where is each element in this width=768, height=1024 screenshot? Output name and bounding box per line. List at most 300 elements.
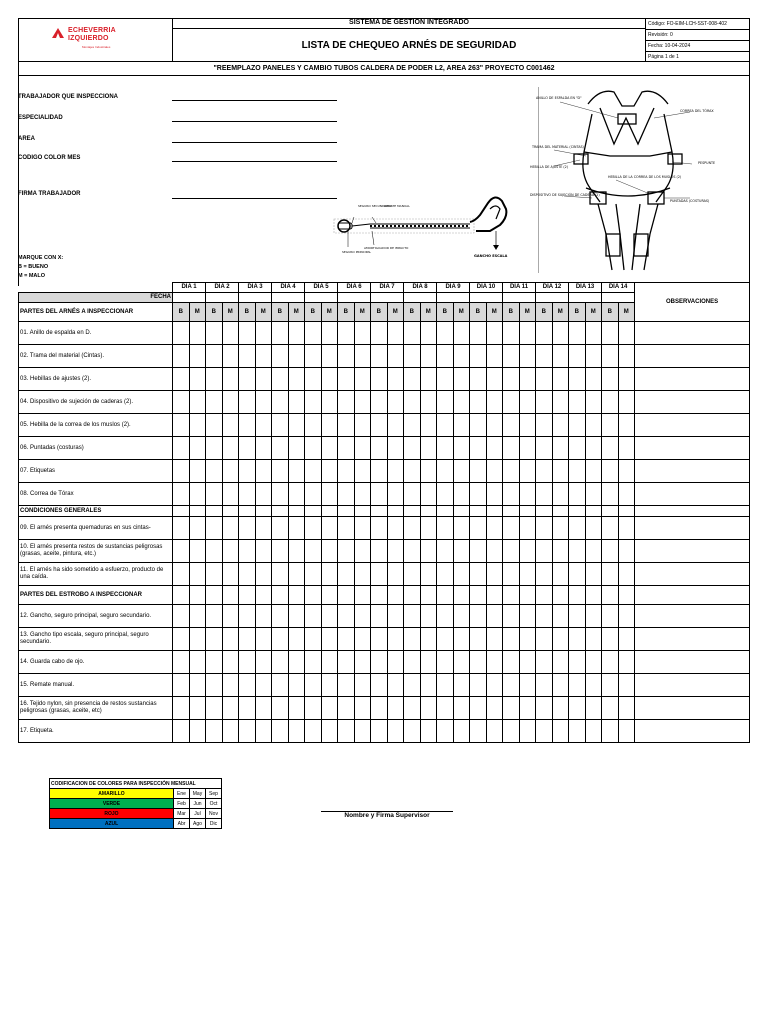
- bad-check-cell[interactable]: [321, 540, 338, 563]
- good-check-cell[interactable]: [173, 563, 190, 586]
- bad-check-cell[interactable]: [486, 674, 503, 697]
- bad-check-cell[interactable]: [519, 651, 536, 674]
- good-check-cell[interactable]: [437, 414, 454, 437]
- good-check-cell[interactable]: [239, 563, 256, 586]
- good-check-cell[interactable]: [536, 391, 553, 414]
- good-check-cell[interactable]: [437, 460, 454, 483]
- good-check-cell[interactable]: [305, 651, 322, 674]
- good-check-cell[interactable]: [272, 483, 289, 506]
- bad-check-cell[interactable]: [585, 414, 602, 437]
- good-check-cell[interactable]: [536, 437, 553, 460]
- bad-check-cell[interactable]: [552, 391, 569, 414]
- good-check-cell[interactable]: [470, 628, 487, 651]
- bad-check-cell[interactable]: [420, 460, 437, 483]
- bad-check-cell[interactable]: [321, 345, 338, 368]
- good-check-cell[interactable]: [338, 414, 355, 437]
- bad-check-cell[interactable]: [585, 517, 602, 540]
- bad-check-cell[interactable]: [585, 563, 602, 586]
- good-check-cell[interactable]: [503, 628, 520, 651]
- observation-cell[interactable]: [635, 720, 750, 743]
- good-check-cell[interactable]: [272, 322, 289, 345]
- good-check-cell[interactable]: [338, 720, 355, 743]
- good-check-cell[interactable]: [404, 460, 421, 483]
- bad-check-cell[interactable]: [288, 368, 305, 391]
- date-cell[interactable]: [305, 293, 338, 303]
- good-check-cell[interactable]: [602, 345, 619, 368]
- good-check-cell[interactable]: [338, 460, 355, 483]
- good-check-cell[interactable]: [371, 697, 388, 720]
- good-check-cell[interactable]: [206, 517, 223, 540]
- date-cell[interactable]: [470, 293, 503, 303]
- bad-check-cell[interactable]: [189, 628, 206, 651]
- good-check-cell[interactable]: [470, 368, 487, 391]
- bad-check-cell[interactable]: [321, 368, 338, 391]
- bad-check-cell[interactable]: [552, 697, 569, 720]
- good-check-cell[interactable]: [239, 460, 256, 483]
- good-check-cell[interactable]: [437, 391, 454, 414]
- bad-check-cell[interactable]: [387, 483, 404, 506]
- good-check-cell[interactable]: [371, 483, 388, 506]
- good-check-cell[interactable]: [569, 437, 586, 460]
- good-check-cell[interactable]: [371, 720, 388, 743]
- good-check-cell[interactable]: [272, 437, 289, 460]
- bad-check-cell[interactable]: [189, 368, 206, 391]
- good-check-cell[interactable]: [173, 628, 190, 651]
- bad-check-cell[interactable]: [387, 697, 404, 720]
- good-check-cell[interactable]: [305, 563, 322, 586]
- good-check-cell[interactable]: [206, 460, 223, 483]
- bad-check-cell[interactable]: [288, 628, 305, 651]
- good-check-cell[interactable]: [536, 540, 553, 563]
- bad-check-cell[interactable]: [618, 674, 635, 697]
- good-check-cell[interactable]: [371, 345, 388, 368]
- bad-check-cell[interactable]: [255, 697, 272, 720]
- good-check-cell[interactable]: [305, 391, 322, 414]
- good-check-cell[interactable]: [470, 345, 487, 368]
- bad-check-cell[interactable]: [288, 674, 305, 697]
- bad-check-cell[interactable]: [354, 368, 371, 391]
- good-check-cell[interactable]: [206, 483, 223, 506]
- bad-check-cell[interactable]: [222, 437, 239, 460]
- good-check-cell[interactable]: [503, 674, 520, 697]
- bad-check-cell[interactable]: [486, 697, 503, 720]
- good-check-cell[interactable]: [371, 651, 388, 674]
- bad-check-cell[interactable]: [222, 322, 239, 345]
- bad-check-cell[interactable]: [453, 414, 470, 437]
- bad-check-cell[interactable]: [453, 322, 470, 345]
- good-check-cell[interactable]: [470, 674, 487, 697]
- bad-check-cell[interactable]: [453, 628, 470, 651]
- good-check-cell[interactable]: [338, 517, 355, 540]
- good-check-cell[interactable]: [173, 651, 190, 674]
- good-check-cell[interactable]: [239, 697, 256, 720]
- good-check-cell[interactable]: [404, 368, 421, 391]
- observation-cell[interactable]: [635, 368, 750, 391]
- bad-check-cell[interactable]: [354, 391, 371, 414]
- bad-check-cell[interactable]: [420, 628, 437, 651]
- good-check-cell[interactable]: [602, 322, 619, 345]
- good-check-cell[interactable]: [470, 720, 487, 743]
- bad-check-cell[interactable]: [354, 628, 371, 651]
- good-check-cell[interactable]: [602, 368, 619, 391]
- good-check-cell[interactable]: [305, 674, 322, 697]
- good-check-cell[interactable]: [239, 414, 256, 437]
- bad-check-cell[interactable]: [288, 720, 305, 743]
- good-check-cell[interactable]: [503, 391, 520, 414]
- bad-check-cell[interactable]: [420, 563, 437, 586]
- observation-cell[interactable]: [635, 563, 750, 586]
- bad-check-cell[interactable]: [618, 414, 635, 437]
- bad-check-cell[interactable]: [189, 345, 206, 368]
- good-check-cell[interactable]: [569, 345, 586, 368]
- good-check-cell[interactable]: [206, 345, 223, 368]
- bad-check-cell[interactable]: [486, 437, 503, 460]
- good-check-cell[interactable]: [602, 651, 619, 674]
- observation-cell[interactable]: [635, 517, 750, 540]
- bad-check-cell[interactable]: [354, 563, 371, 586]
- observation-cell[interactable]: [635, 345, 750, 368]
- good-check-cell[interactable]: [173, 322, 190, 345]
- good-check-cell[interactable]: [371, 368, 388, 391]
- good-check-cell[interactable]: [239, 322, 256, 345]
- bad-check-cell[interactable]: [189, 414, 206, 437]
- bad-check-cell[interactable]: [618, 605, 635, 628]
- date-cell[interactable]: [536, 293, 569, 303]
- good-check-cell[interactable]: [404, 414, 421, 437]
- good-check-cell[interactable]: [503, 414, 520, 437]
- bad-check-cell[interactable]: [420, 651, 437, 674]
- good-check-cell[interactable]: [305, 345, 322, 368]
- observation-cell[interactable]: [635, 697, 750, 720]
- good-check-cell[interactable]: [239, 345, 256, 368]
- bad-check-cell[interactable]: [486, 483, 503, 506]
- good-check-cell[interactable]: [338, 345, 355, 368]
- bad-check-cell[interactable]: [321, 322, 338, 345]
- good-check-cell[interactable]: [437, 674, 454, 697]
- bad-check-cell[interactable]: [222, 368, 239, 391]
- bad-check-cell[interactable]: [453, 517, 470, 540]
- good-check-cell[interactable]: [305, 322, 322, 345]
- bad-check-cell[interactable]: [519, 483, 536, 506]
- good-check-cell[interactable]: [305, 697, 322, 720]
- bad-check-cell[interactable]: [420, 720, 437, 743]
- bad-check-cell[interactable]: [354, 345, 371, 368]
- bad-check-cell[interactable]: [585, 437, 602, 460]
- bad-check-cell[interactable]: [585, 697, 602, 720]
- good-check-cell[interactable]: [338, 563, 355, 586]
- bad-check-cell[interactable]: [519, 368, 536, 391]
- good-check-cell[interactable]: [272, 517, 289, 540]
- date-cell[interactable]: [404, 293, 437, 303]
- good-check-cell[interactable]: [404, 483, 421, 506]
- good-check-cell[interactable]: [536, 674, 553, 697]
- good-check-cell[interactable]: [173, 605, 190, 628]
- good-check-cell[interactable]: [371, 540, 388, 563]
- good-check-cell[interactable]: [569, 460, 586, 483]
- good-check-cell[interactable]: [503, 345, 520, 368]
- good-check-cell[interactable]: [569, 605, 586, 628]
- good-check-cell[interactable]: [503, 517, 520, 540]
- good-check-cell[interactable]: [173, 414, 190, 437]
- good-check-cell[interactable]: [602, 391, 619, 414]
- bad-check-cell[interactable]: [321, 483, 338, 506]
- bad-check-cell[interactable]: [222, 345, 239, 368]
- date-cell[interactable]: [338, 293, 371, 303]
- good-check-cell[interactable]: [404, 563, 421, 586]
- good-check-cell[interactable]: [536, 517, 553, 540]
- bad-check-cell[interactable]: [585, 483, 602, 506]
- good-check-cell[interactable]: [338, 674, 355, 697]
- bad-check-cell[interactable]: [222, 674, 239, 697]
- good-check-cell[interactable]: [404, 517, 421, 540]
- good-check-cell[interactable]: [206, 605, 223, 628]
- bad-check-cell[interactable]: [585, 345, 602, 368]
- good-check-cell[interactable]: [272, 605, 289, 628]
- good-check-cell[interactable]: [305, 540, 322, 563]
- bad-check-cell[interactable]: [453, 697, 470, 720]
- good-check-cell[interactable]: [272, 391, 289, 414]
- bad-check-cell[interactable]: [387, 345, 404, 368]
- bad-check-cell[interactable]: [288, 483, 305, 506]
- bad-check-cell[interactable]: [222, 697, 239, 720]
- good-check-cell[interactable]: [437, 517, 454, 540]
- bad-check-cell[interactable]: [222, 391, 239, 414]
- bad-check-cell[interactable]: [189, 720, 206, 743]
- good-check-cell[interactable]: [338, 605, 355, 628]
- good-check-cell[interactable]: [470, 697, 487, 720]
- good-check-cell[interactable]: [569, 563, 586, 586]
- good-check-cell[interactable]: [239, 605, 256, 628]
- bad-check-cell[interactable]: [453, 605, 470, 628]
- good-check-cell[interactable]: [536, 563, 553, 586]
- good-check-cell[interactable]: [470, 460, 487, 483]
- good-check-cell[interactable]: [503, 540, 520, 563]
- good-check-cell[interactable]: [437, 540, 454, 563]
- good-check-cell[interactable]: [338, 697, 355, 720]
- good-check-cell[interactable]: [338, 628, 355, 651]
- bad-check-cell[interactable]: [255, 345, 272, 368]
- good-check-cell[interactable]: [503, 651, 520, 674]
- bad-check-cell[interactable]: [255, 483, 272, 506]
- bad-check-cell[interactable]: [618, 628, 635, 651]
- good-check-cell[interactable]: [404, 697, 421, 720]
- bad-check-cell[interactable]: [189, 517, 206, 540]
- good-check-cell[interactable]: [239, 437, 256, 460]
- good-check-cell[interactable]: [371, 605, 388, 628]
- bad-check-cell[interactable]: [420, 605, 437, 628]
- good-check-cell[interactable]: [272, 345, 289, 368]
- bad-check-cell[interactable]: [321, 391, 338, 414]
- signature-field[interactable]: [172, 198, 337, 199]
- bad-check-cell[interactable]: [552, 720, 569, 743]
- good-check-cell[interactable]: [272, 414, 289, 437]
- good-check-cell[interactable]: [503, 460, 520, 483]
- bad-check-cell[interactable]: [288, 563, 305, 586]
- bad-check-cell[interactable]: [288, 605, 305, 628]
- bad-check-cell[interactable]: [552, 651, 569, 674]
- date-cell[interactable]: [272, 293, 305, 303]
- observation-cell[interactable]: [635, 605, 750, 628]
- good-check-cell[interactable]: [239, 540, 256, 563]
- bad-check-cell[interactable]: [222, 720, 239, 743]
- good-check-cell[interactable]: [536, 414, 553, 437]
- good-check-cell[interactable]: [239, 720, 256, 743]
- bad-check-cell[interactable]: [453, 540, 470, 563]
- good-check-cell[interactable]: [536, 460, 553, 483]
- bad-check-cell[interactable]: [321, 720, 338, 743]
- bad-check-cell[interactable]: [618, 460, 635, 483]
- good-check-cell[interactable]: [239, 651, 256, 674]
- good-check-cell[interactable]: [305, 460, 322, 483]
- good-check-cell[interactable]: [371, 322, 388, 345]
- bad-check-cell[interactable]: [618, 437, 635, 460]
- good-check-cell[interactable]: [404, 720, 421, 743]
- bad-check-cell[interactable]: [255, 651, 272, 674]
- bad-check-cell[interactable]: [552, 540, 569, 563]
- good-check-cell[interactable]: [239, 368, 256, 391]
- good-check-cell[interactable]: [437, 628, 454, 651]
- bad-check-cell[interactable]: [585, 460, 602, 483]
- bad-check-cell[interactable]: [354, 460, 371, 483]
- good-check-cell[interactable]: [602, 628, 619, 651]
- good-check-cell[interactable]: [272, 368, 289, 391]
- bad-check-cell[interactable]: [255, 322, 272, 345]
- bad-check-cell[interactable]: [387, 628, 404, 651]
- bad-check-cell[interactable]: [486, 517, 503, 540]
- good-check-cell[interactable]: [305, 483, 322, 506]
- good-check-cell[interactable]: [338, 368, 355, 391]
- bad-check-cell[interactable]: [519, 414, 536, 437]
- color-code-field[interactable]: [172, 161, 337, 162]
- bad-check-cell[interactable]: [420, 697, 437, 720]
- date-cell[interactable]: [569, 293, 602, 303]
- bad-check-cell[interactable]: [387, 414, 404, 437]
- bad-check-cell[interactable]: [420, 674, 437, 697]
- bad-check-cell[interactable]: [552, 563, 569, 586]
- bad-check-cell[interactable]: [387, 391, 404, 414]
- bad-check-cell[interactable]: [387, 517, 404, 540]
- bad-check-cell[interactable]: [618, 517, 635, 540]
- good-check-cell[interactable]: [602, 563, 619, 586]
- bad-check-cell[interactable]: [552, 628, 569, 651]
- good-check-cell[interactable]: [173, 391, 190, 414]
- bad-check-cell[interactable]: [519, 345, 536, 368]
- good-check-cell[interactable]: [470, 391, 487, 414]
- good-check-cell[interactable]: [173, 437, 190, 460]
- bad-check-cell[interactable]: [552, 345, 569, 368]
- bad-check-cell[interactable]: [354, 605, 371, 628]
- good-check-cell[interactable]: [470, 540, 487, 563]
- bad-check-cell[interactable]: [519, 437, 536, 460]
- bad-check-cell[interactable]: [354, 483, 371, 506]
- good-check-cell[interactable]: [206, 414, 223, 437]
- bad-check-cell[interactable]: [387, 651, 404, 674]
- good-check-cell[interactable]: [206, 540, 223, 563]
- observation-cell[interactable]: [635, 628, 750, 651]
- good-check-cell[interactable]: [437, 605, 454, 628]
- bad-check-cell[interactable]: [255, 540, 272, 563]
- good-check-cell[interactable]: [338, 540, 355, 563]
- bad-check-cell[interactable]: [486, 322, 503, 345]
- bad-check-cell[interactable]: [585, 368, 602, 391]
- bad-check-cell[interactable]: [387, 563, 404, 586]
- good-check-cell[interactable]: [470, 605, 487, 628]
- bad-check-cell[interactable]: [618, 720, 635, 743]
- good-check-cell[interactable]: [536, 483, 553, 506]
- good-check-cell[interactable]: [371, 391, 388, 414]
- good-check-cell[interactable]: [239, 391, 256, 414]
- good-check-cell[interactable]: [371, 460, 388, 483]
- bad-check-cell[interactable]: [255, 720, 272, 743]
- good-check-cell[interactable]: [437, 437, 454, 460]
- bad-check-cell[interactable]: [519, 628, 536, 651]
- bad-check-cell[interactable]: [255, 674, 272, 697]
- good-check-cell[interactable]: [536, 697, 553, 720]
- good-check-cell[interactable]: [371, 414, 388, 437]
- bad-check-cell[interactable]: [288, 322, 305, 345]
- bad-check-cell[interactable]: [618, 483, 635, 506]
- good-check-cell[interactable]: [371, 628, 388, 651]
- bad-check-cell[interactable]: [189, 437, 206, 460]
- bad-check-cell[interactable]: [453, 483, 470, 506]
- bad-check-cell[interactable]: [618, 322, 635, 345]
- good-check-cell[interactable]: [272, 563, 289, 586]
- good-check-cell[interactable]: [437, 322, 454, 345]
- bad-check-cell[interactable]: [618, 563, 635, 586]
- bad-check-cell[interactable]: [585, 605, 602, 628]
- good-check-cell[interactable]: [569, 322, 586, 345]
- bad-check-cell[interactable]: [354, 437, 371, 460]
- bad-check-cell[interactable]: [288, 540, 305, 563]
- bad-check-cell[interactable]: [453, 674, 470, 697]
- good-check-cell[interactable]: [206, 628, 223, 651]
- observation-cell[interactable]: [635, 540, 750, 563]
- good-check-cell[interactable]: [371, 563, 388, 586]
- date-cell[interactable]: [503, 293, 536, 303]
- good-check-cell[interactable]: [602, 697, 619, 720]
- bad-check-cell[interactable]: [321, 651, 338, 674]
- bad-check-cell[interactable]: [387, 720, 404, 743]
- good-check-cell[interactable]: [470, 563, 487, 586]
- bad-check-cell[interactable]: [585, 651, 602, 674]
- good-check-cell[interactable]: [602, 414, 619, 437]
- good-check-cell[interactable]: [569, 414, 586, 437]
- bad-check-cell[interactable]: [519, 517, 536, 540]
- bad-check-cell[interactable]: [222, 605, 239, 628]
- good-check-cell[interactable]: [569, 368, 586, 391]
- good-check-cell[interactable]: [503, 697, 520, 720]
- bad-check-cell[interactable]: [453, 437, 470, 460]
- observation-cell[interactable]: [635, 460, 750, 483]
- bad-check-cell[interactable]: [486, 345, 503, 368]
- good-check-cell[interactable]: [206, 720, 223, 743]
- good-check-cell[interactable]: [569, 674, 586, 697]
- bad-check-cell[interactable]: [189, 674, 206, 697]
- bad-check-cell[interactable]: [420, 391, 437, 414]
- bad-check-cell[interactable]: [255, 391, 272, 414]
- bad-check-cell[interactable]: [321, 460, 338, 483]
- good-check-cell[interactable]: [206, 322, 223, 345]
- observation-cell[interactable]: [635, 322, 750, 345]
- good-check-cell[interactable]: [173, 460, 190, 483]
- good-check-cell[interactable]: [305, 628, 322, 651]
- good-check-cell[interactable]: [437, 483, 454, 506]
- bad-check-cell[interactable]: [354, 720, 371, 743]
- bad-check-cell[interactable]: [420, 322, 437, 345]
- bad-check-cell[interactable]: [354, 414, 371, 437]
- good-check-cell[interactable]: [173, 674, 190, 697]
- bad-check-cell[interactable]: [486, 460, 503, 483]
